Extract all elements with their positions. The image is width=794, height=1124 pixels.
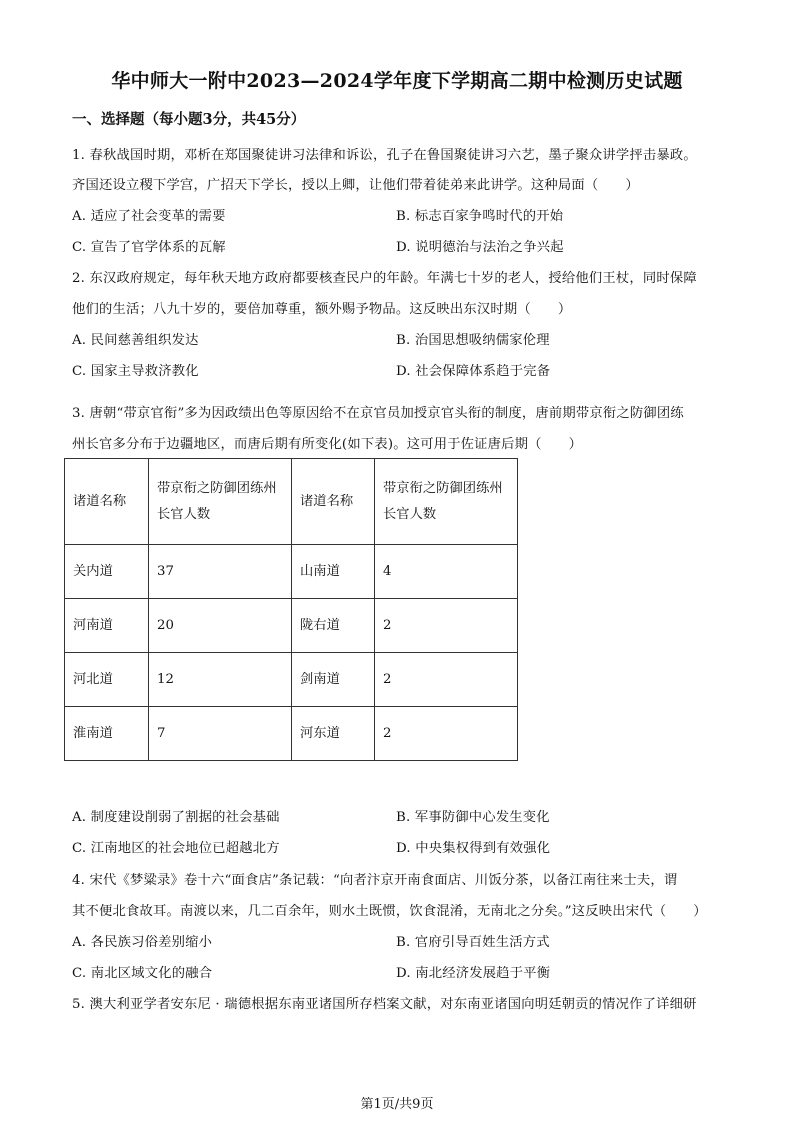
table-cell: 2 [375,653,518,707]
table-header-cell [149,459,292,545]
question-1-line-1: 1. 春秋战国时期，邓析在郑国聚徒讲习法律和诉讼，孔子在鲁国聚徒讲习六艺，墨子聚众讲学抨击暴政。 [72,148,697,163]
table-cell: 7 [149,707,292,761]
question-3-line-2: 州长官多分布于边疆地区，而唐后期有所变化(如下表)。这可用于佐证唐后期（ ） [72,437,583,452]
table-header-cell [292,459,375,545]
table-cell: 淮南道 [65,707,149,761]
table-header-cell [375,459,518,545]
table-cell: 陇右道 [292,599,375,653]
table-cell: 河东道 [292,707,375,761]
question-2-line-2: 他们的生活；八九十岁的，要倍加尊重，额外赐予物品。这反映出东汉时期（ ） [72,302,572,317]
question-4-option-d: D. 南北经济发展趋于平衡 [396,966,551,981]
question-1-option-b: B. 标志百家争鸣时代的开始 [396,209,564,224]
table-row [65,545,518,599]
table-cell: 12 [149,653,292,707]
question-1-option-d: D. 说明德治与法治之争兴起 [396,240,564,255]
question-3-line-1: 3. 唐朝“带京官衔”多为因政绩出色等原因给不在京官员加授京官头衔的制度，唐前期带京衔之防御团练 [72,406,684,421]
question-4-option-c: C. 南北区域文化的融合 [72,966,213,981]
page-footer: 第1页/共9页 [360,1097,434,1112]
table-row [65,653,518,707]
question-4-option-a: A. 各民族习俗差别缩小 [72,935,213,950]
table-row [65,707,518,761]
table-header-text: 带京衔之防御团练州 [157,480,277,496]
question-2-option-c: C. 国家主导救济教化 [72,364,199,379]
table-cell: 2 [375,707,518,761]
table-header-text: 长官人数 [157,506,211,522]
question-3-option-a: A. 制度建设削弱了割据的社会基础 [72,810,280,825]
question-1-option-c: C. 宣告了官学体系的瓦解 [72,240,226,255]
table-cell: 4 [375,545,518,599]
table-header-text: 长官人数 [383,506,437,522]
table-cell: 2 [375,599,518,653]
question-4-line-1: 4. 宋代《梦粱录》卷十六“面食店”条记载：“向者汴京开南食面店、川饭分茶，以备江南往来士夫，谓 [72,873,678,888]
table-header-cell [65,459,149,545]
question-2-option-b: B. 治国思想吸纳儒家伦理 [396,333,550,348]
table-cell: 剑南道 [292,653,375,707]
table-row [65,599,518,653]
question-1-line-2: 齐国还设立稷下学宫，广招天下学长，授以上卿，让他们带着徒弟来此讲学。这种局面（ ） [72,178,639,193]
table-cell: 37 [149,545,292,599]
question-3-option-b: B. 军事防御中心发生变化 [396,810,550,825]
table-cell: 河北道 [65,653,149,707]
table-header-text: 诸道名称 [300,493,354,509]
question-2-option-d: D. 社会保障体系趋于完备 [396,364,551,379]
table-header-row [65,459,518,545]
table-cell: 关内道 [65,545,149,599]
question-3-option-d: D. 中央集权得到有效强化 [396,841,551,856]
question-4-line-2: 其不便北食故耳。南渡以来，几二百余年，则水土既惯，饮食混淆，无南北之分矣。”这反映出宋代（ ） [72,904,707,919]
table-cell: 20 [149,599,292,653]
question-2-option-a: A. 民间慈善组织发达 [72,333,199,348]
table-header-text: 诸道名称 [73,493,127,509]
exam-title: 华中师大一附中2023—2024学年度下学期高二期中检测历史试题 [111,70,683,92]
section-heading: 一、选择题（每小题3分，共45分） [72,111,306,128]
data-table [64,458,518,761]
question-5-line-1: 5. 澳大利亚学者安东尼 · 瑞德根据东南亚诸国所存档案文献，对东南亚诸国向明廷朝贡的情况作了详细研 [72,997,697,1012]
question-1-option-a: A. 适应了社会变革的需要 [72,209,226,224]
table-cell: 河南道 [65,599,149,653]
question-4-option-b: B. 官府引导百姓生活方式 [396,935,550,950]
table-header-text: 带京衔之防御团练州 [383,480,503,496]
table-cell: 山南道 [292,545,375,599]
question-2-line-1: 2. 东汉政府规定，每年秋天地方政府都要核查民户的年龄。年满七十岁的老人，授给他们王杖，同时保障 [72,271,697,286]
question-3-option-c: C. 江南地区的社会地位已超越北方 [72,841,280,856]
